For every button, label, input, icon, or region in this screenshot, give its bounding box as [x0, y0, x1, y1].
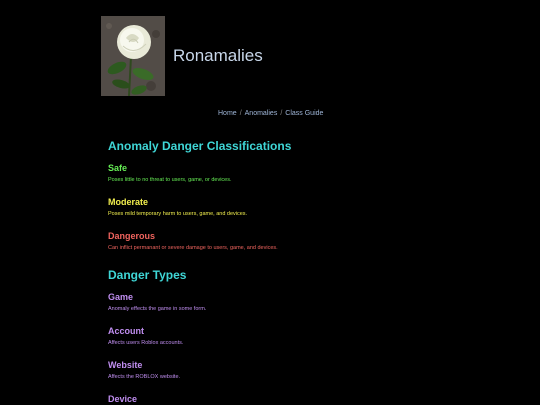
site-title: Ronamalies	[173, 46, 263, 65]
type-account-title: Account	[108, 326, 144, 336]
breadcrumb-separator: /	[239, 110, 242, 117]
class-safe-desc: Poses little to no threat to users, game, or devices.	[108, 177, 232, 183]
class-item-safe	[108, 163, 528, 197]
classifications-heading: Anomaly Danger Classifications	[108, 139, 292, 153]
type-game-desc: Anomaly effects the game in some form.	[108, 306, 207, 312]
site-header	[101, 16, 165, 96]
breadcrumb	[218, 110, 323, 117]
classifications-section	[108, 139, 528, 163]
type-device-title: Device	[108, 394, 138, 404]
class-dangerous-title: Dangerous	[108, 231, 156, 241]
type-item-website	[108, 360, 528, 394]
type-website-title: Website	[108, 360, 143, 370]
breadcrumb-separator: /	[280, 110, 283, 117]
class-item-moderate	[108, 197, 528, 231]
class-item-dangerous	[108, 231, 528, 268]
class-moderate-title: Moderate	[108, 197, 149, 207]
white-rose-logo-icon[interactable]	[101, 16, 165, 96]
class-safe-title: Safe	[108, 163, 128, 173]
type-account-desc: Affects users Roblox accounts.	[108, 340, 184, 346]
main-content	[108, 139, 528, 405]
type-item-device	[108, 394, 528, 405]
type-item-account	[108, 326, 528, 360]
breadcrumb-class-guide-link[interactable]: Class Guide	[285, 110, 324, 117]
types-section	[108, 268, 528, 292]
type-item-game	[108, 292, 528, 326]
class-dangerous-desc: Can inflict permanant or severe damage to users, game, and devices.	[108, 245, 278, 251]
class-moderate-desc: Poses mild temporary harm to users, game, and devices.	[108, 211, 248, 217]
breadcrumb-home-link[interactable]: Home	[218, 110, 237, 117]
types-heading: Danger Types	[108, 268, 187, 282]
type-website-desc: Affects the ROBLOX website.	[108, 374, 181, 380]
breadcrumb-anomalies-link[interactable]: Anomalies	[244, 110, 278, 117]
type-game-title: Game	[108, 292, 134, 302]
